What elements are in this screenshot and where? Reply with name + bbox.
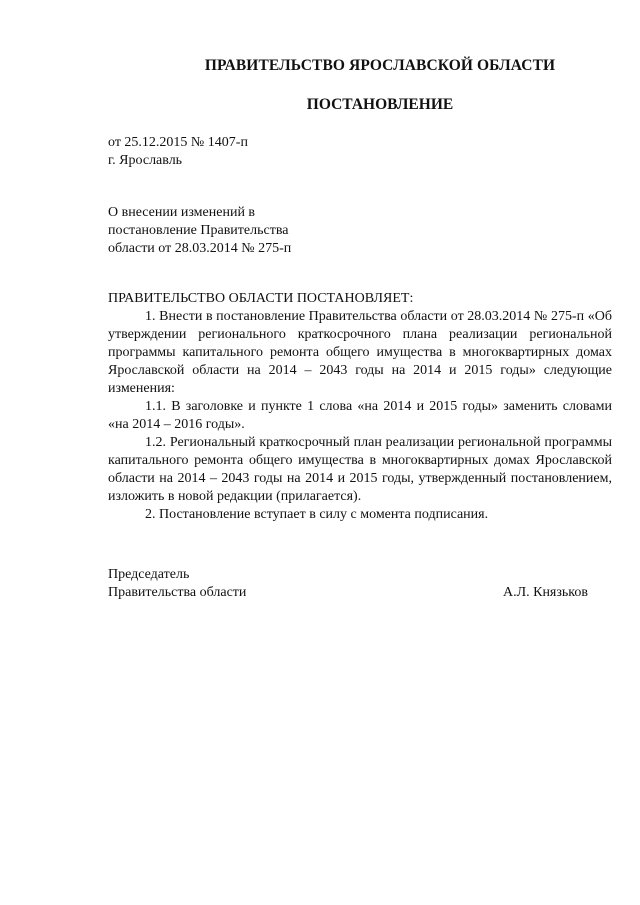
subject-line: области от 28.03.2014 № 275-п: [108, 241, 292, 256]
signatory-title-line1: Председатель: [108, 567, 190, 582]
preamble: ПРАВИТЕЛЬСТВО ОБЛАСТИ ПОСТАНОВЛЯЕТ:: [108, 291, 414, 306]
paragraph-1: 1. Внести в постановление Правительства области от 28.03.2014 № 275-п «Об утверждении регионального краткосрочного плана реализации региональной программы капитального ремонта общего имущества в многоквартирных домах Ярославской области на 2014 – 2043 годы на 2014 и 2015 годы» следующие изменения:: [108, 309, 612, 396]
signatory-name: А.Л. Князьков: [503, 585, 588, 600]
paragraph-1-2: 1.2. Региональный краткосрочный план реализации региональной программы капитального ремонта общего имущества в многоквартирных домах Ярославской области на 2014 – 2043 годы на 2014 и 2015 годы, утвержденный постановлением, изложить в новой редакции (прилагается).: [108, 435, 612, 504]
city: г. Ярославль: [108, 153, 183, 168]
document-subject: [108, 204, 348, 258]
signature-block: [108, 566, 588, 602]
organization-heading: ПРАВИТЕЛЬСТВО ЯРОСЛАВСКОЙ ОБЛАСТИ: [204, 57, 556, 74]
signatory-title-line2: Правительства области: [108, 585, 247, 600]
date-number: от 25.12.2015 № 1407-п: [108, 135, 248, 150]
subject-line: постановление Правительства: [108, 223, 289, 238]
subject-line: О внесении изменений в: [108, 205, 256, 220]
document-meta: [108, 134, 248, 170]
document-type-heading: ПОСТАНОВЛЕНИЕ: [306, 96, 454, 113]
paragraph-1-1: 1.1. В заголовке и пункте 1 слова «на 2014 и 2015 годы» заменить словами «на 2014 – 2016 годы».: [108, 399, 612, 432]
document-body: [108, 290, 612, 524]
paragraph-2: 2. Постановление вступает в силу с момента подписания.: [145, 507, 489, 522]
